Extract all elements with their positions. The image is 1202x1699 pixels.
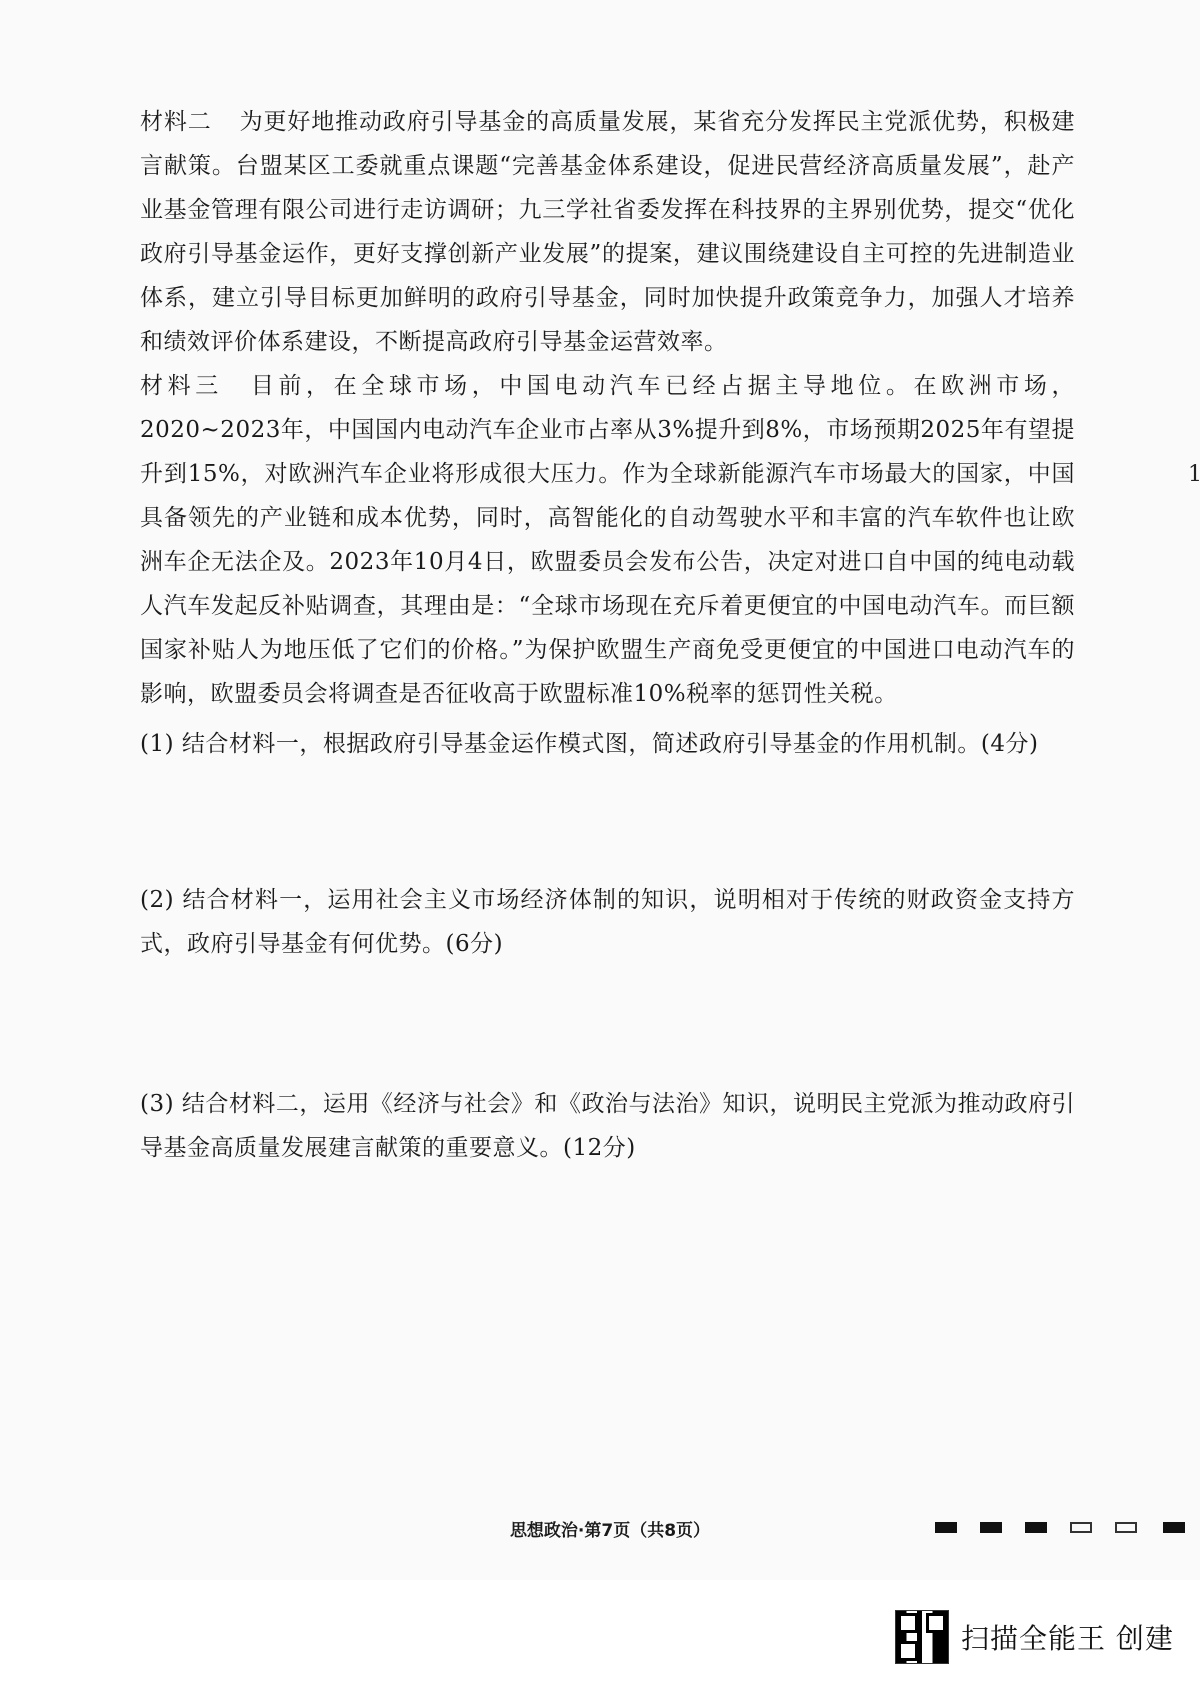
question-2: (2) 结合材料一，运用社会主义市场经济体制的知识，说明相对于传统的财政资金支持方式，政府引导基金有何优势。(6分)	[140, 887, 1075, 957]
page-square	[1070, 1522, 1092, 1533]
margin-mark: 1	[1188, 462, 1202, 487]
scanner-watermark	[895, 1610, 1174, 1664]
material-two-text: 为更好地推动政府引导基金的高质量发展，某省充分发挥民主党派优势，积极建言献策。台盟某区工委就重点课题“完善基金体系建设，促进民营经济高质量发展”，赴产业基金管理有限公司进行走访调研；九三学社省委发挥在科技界的主界别优势，提交“优化政府引导基金运作，更好支撑创新产业发展”的提案，建议围绕建设自主可控的先进制造业体系，建立引导目标更加鲜明的政府引导基金，同时加快提升政策竞争力，加强人才培养和绩效评价体系建设，不断提高政府引导基金运营效率。	[140, 109, 1076, 355]
page-square	[1163, 1522, 1185, 1533]
page-square	[980, 1522, 1002, 1533]
qr-code-icon	[895, 1610, 949, 1664]
material-three	[140, 364, 1075, 716]
page-content	[140, 100, 1075, 1170]
page-square	[935, 1522, 957, 1533]
page-indicator-squares	[935, 1522, 1200, 1542]
page-footer: 思想政治·第7页（共8页）	[509, 1521, 711, 1541]
material-three-text: 目前，在全球市场，中国电动汽车已经占据主导地位。在欧洲市场，2020~2023年，中国国内电动汽车企业市占率从3%提升到8%，市场预期2025年有望提升到15%，对欧洲汽车企业将形成很大压力。作为全球新能源汽车市场最大的国家，中国具备领先的产业链和成本优势，同时，高智能化的自动驾驶水平和丰富的汽车软件也让欧洲车企无法企及。2023年10月4日，欧盟委员会发布公告，决定对进口自中国的纯电动载人汽车发起反补贴调查，其理由是：“全球市场现在充斥着更便宜的中国电动汽车。而巨额国家补贴人为地压低了它们的价格。”为保护欧盟生产商免受更便宜的中国进口电动汽车的影响，欧盟委员会将调查是否征收高于欧盟标准10%税率的惩罚性关税。	[140, 373, 1075, 707]
page-square	[1115, 1522, 1137, 1533]
material-two-label: 材料二	[140, 109, 212, 135]
page-square	[1025, 1522, 1047, 1533]
question-1: (1) 结合材料一，根据政府引导基金运作模式图，简述政府引导基金的作用机制。(4分)	[140, 731, 1039, 757]
material-three-label: 材料三	[140, 373, 223, 399]
question-3: (3) 结合材料二，运用《经济与社会》和《政治与法治》知识，说明民主党派为推动政府引导基金高质量发展建言献策的重要意义。(12分)	[140, 1091, 1075, 1161]
material-two	[140, 100, 1075, 364]
scanner-watermark-text: 扫描全能王 创建	[961, 1622, 1174, 1655]
